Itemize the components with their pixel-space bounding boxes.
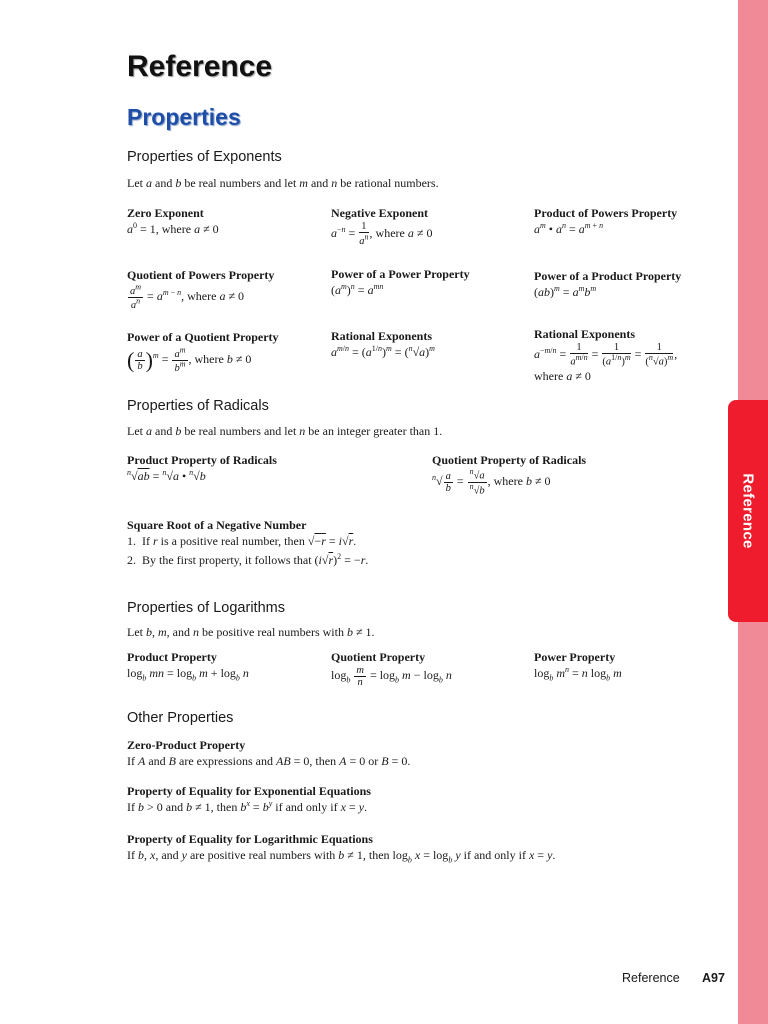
equality-logarithmic	[127, 831, 555, 866]
quotient-of-powers	[127, 267, 274, 311]
radicals-heading: Properties of Radicals	[127, 398, 269, 414]
log-product-title: Product Property	[127, 650, 217, 664]
quotient-of-powers-formula: $\frac{a^m}{a^n}$ = $a^{m - n}$, where a ≠ 0	[130, 282, 245, 312]
rational-exponents-2-title: Rational Exponents	[534, 327, 636, 341]
other-heading: Other Properties	[127, 710, 234, 726]
log-product-property	[127, 649, 249, 684]
power-of-a-product	[534, 268, 681, 300]
power-of-a-quotient-formula: ( $\frac{a}{b}$ )$^m$ = $\frac{a^m}{b^m}$ , where b ≠ 0	[127, 345, 252, 375]
power-of-a-power-formula: $(a^m)^n = a^{mn}$	[331, 282, 384, 298]
power-of-a-quotient	[127, 329, 279, 375]
rational-exponents-1-title: Rational Exponents	[331, 329, 433, 343]
log-quotient-title: Quotient Property	[331, 650, 426, 664]
page-subtitle: Properties	[127, 104, 241, 130]
footer-label: Reference	[622, 971, 680, 985]
negative-exponent-formula: $a^{-n}$ = $\frac{1}{a^n}$ , where a ≠ 0	[331, 221, 433, 247]
quotient-of-powers-title: Quotient of Powers Property	[127, 268, 275, 282]
power-of-a-product-formula: $(ab)^m = a^mb^m$	[534, 284, 597, 300]
zero-product-property	[127, 737, 410, 769]
product-property-radicals-title: Product Property of Radicals	[127, 453, 277, 467]
rational-exponents-1	[331, 328, 435, 360]
log-product-formula: $\log_b$ mn = $\log_b m + \log_b n$	[127, 666, 249, 683]
sqrt-negative-line-1: 1. If r is a positive real number, then √−r = i√r.	[127, 534, 357, 549]
negative-exponent	[331, 205, 432, 247]
product-of-powers-formula: $a^m$ • $a^n = a^{m + n}$	[534, 221, 604, 237]
rational-exponents-1-formula: $a^{m/n} = (a^{1/n})^m = (^n√a)^m$	[331, 344, 435, 360]
zero-exponent	[127, 205, 219, 237]
side-tab-label: Reference	[739, 473, 757, 549]
product-of-powers	[534, 205, 677, 237]
rational-exponents-2-where: where a ≠ 0	[534, 368, 591, 383]
quotient-property-radicals-title: Quotient Property of Radicals	[432, 453, 587, 467]
quotient-property-radicals	[432, 452, 586, 496]
page-number: A97	[702, 971, 725, 985]
radicals-intro: Let a and b be real numbers and let n be an integer greater than 1.	[127, 424, 443, 438]
equality-exponential-title: Property of Equality for Exponential Equations	[127, 784, 371, 798]
sqrt-negative-line-2: 2. By the first property, it follows that $(i√r)^2 = -r$.	[127, 552, 369, 568]
product-property-radicals	[127, 452, 277, 484]
power-of-a-power-title: Power of a Power Property	[331, 267, 470, 281]
log-power-formula: $\log_b m^n = n$ $\log_b m$	[534, 665, 622, 683]
log-quotient-property	[331, 649, 452, 688]
reference-side-tab	[728, 400, 768, 622]
page-title: Reference	[127, 50, 273, 83]
exponents-intro: Let a and b be real numbers and let m and n be rational numbers.	[127, 176, 439, 190]
power-of-a-quotient-title: Power of a Quotient Property	[127, 330, 279, 344]
negative-exponent-title: Negative Exponent	[331, 206, 428, 220]
logs-intro: Let b, m, and n be positive real numbers with b ≠ 1.	[127, 625, 375, 639]
equality-logarithmic-title: Property of Equality for Logarithmic Equations	[127, 832, 373, 846]
zero-exponent-title: Zero Exponent	[127, 206, 204, 220]
logs-heading: Properties of Logarithms	[127, 600, 285, 616]
equality-exponential-text: If b > 0 and b ≠ 1, then $b^x = b^y$ if and only if x = y.	[127, 799, 368, 815]
equality-exponential	[127, 783, 371, 815]
log-power-title: Power Property	[534, 650, 616, 664]
quotient-property-radicals-formula: $^n$√ $\frac{a}{b}$ = $\frac{^n√a}{^n√b}$ , where b ≠ 0	[432, 467, 551, 497]
log-power-property	[534, 649, 622, 684]
sqrt-negative-number	[127, 517, 368, 569]
exponents-heading: Properties of Exponents	[127, 149, 282, 165]
rational-exponents-2	[534, 326, 677, 384]
power-of-a-product-title: Power of a Product Property	[534, 269, 682, 283]
zero-product-text: If A and B are expressions and AB = 0, then A = 0 or B = 0.	[127, 754, 411, 769]
zero-exponent-formula: $a^0 = 1$, where a ≠ 0	[127, 221, 219, 237]
equality-logarithmic-text: If b, x, and y are positive real numbers with b ≠ 1, then $\log_b x = \log_b y$ if and only if x = y.	[127, 848, 556, 865]
power-of-a-power	[331, 266, 470, 298]
log-quotient-formula: $\log_b$ $\frac{m}{n}$ = $\log_b m - \log_b n$	[331, 665, 452, 689]
product-of-powers-title: Product of Powers Property	[534, 206, 678, 220]
product-property-radicals-formula: $^n$√ab = $^n$√a • $^n$√b	[127, 468, 206, 484]
zero-product-title: Zero-Product Property	[127, 738, 246, 752]
rational-exponents-2-formula: $a^{-m/n}$ = $\frac{1}{a^{m/n}}$ = $\frac{1}{(a^{1/n})^m}$ = $\frac{1}{(^n√a)^m}$ ,	[534, 342, 678, 368]
sqrt-negative-number-title: Square Root of a Negative Number	[127, 518, 307, 532]
